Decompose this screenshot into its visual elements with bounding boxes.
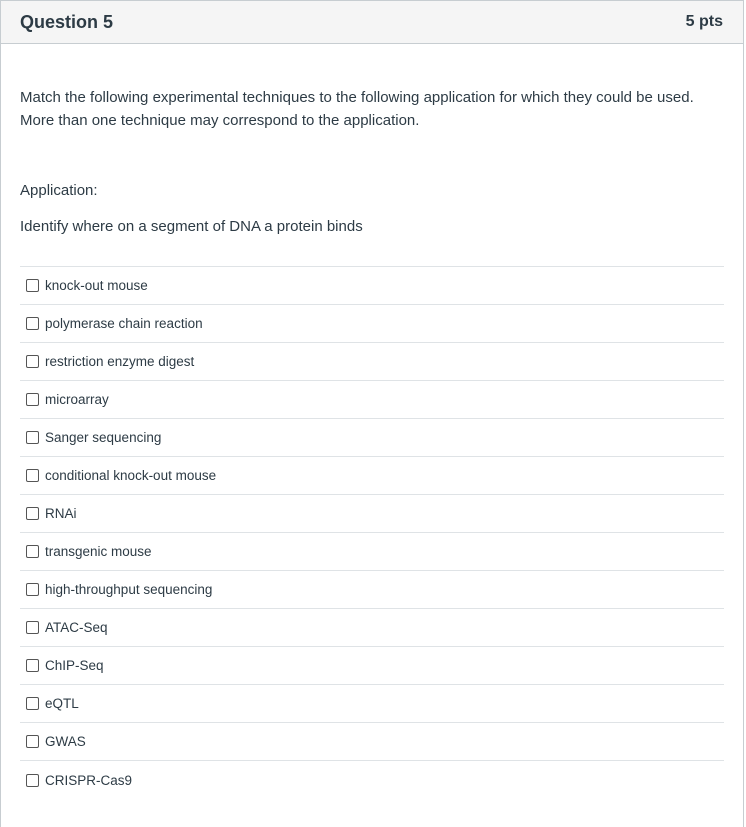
answer-label: transgenic mouse: [45, 544, 152, 559]
checkbox-icon[interactable]: [26, 507, 39, 520]
checkbox-icon[interactable]: [26, 431, 39, 444]
checkbox-icon[interactable]: [26, 774, 39, 787]
answer-option[interactable]: [20, 457, 724, 495]
answer-option[interactable]: [20, 419, 724, 457]
answer-option[interactable]: [20, 267, 724, 305]
checkbox-icon[interactable]: [26, 469, 39, 482]
checkbox-icon[interactable]: [26, 697, 39, 710]
checkbox-icon[interactable]: [26, 355, 39, 368]
answer-option[interactable]: [20, 761, 724, 799]
answer-label: CRISPR-Cas9: [45, 772, 133, 788]
answer-label: microarray: [45, 392, 109, 407]
checkbox-icon[interactable]: [26, 393, 39, 406]
answer-option[interactable]: [20, 647, 724, 685]
question-header: [1, 1, 743, 44]
question-title: Question 5: [20, 11, 114, 32]
answer-option[interactable]: [20, 343, 724, 381]
answer-option[interactable]: [20, 571, 724, 609]
checkbox-icon[interactable]: [26, 735, 39, 748]
answer-option[interactable]: [20, 609, 724, 647]
answer-label: ATAC-Seq: [45, 620, 108, 635]
answer-label: GWAS: [45, 734, 86, 749]
checkbox-icon[interactable]: [26, 545, 39, 558]
answer-label: knock-out mouse: [45, 278, 148, 293]
application-label: Application:: [20, 182, 98, 199]
answer-label: conditional knock-out mouse: [45, 468, 217, 483]
checkbox-icon[interactable]: [26, 659, 39, 672]
answer-label: RNAi: [45, 506, 77, 521]
answer-option[interactable]: [20, 495, 724, 533]
answer-list: [20, 266, 724, 799]
checkbox-icon[interactable]: [26, 317, 39, 330]
answer-option[interactable]: [20, 381, 724, 419]
answer-label: high-throughput sequencing: [45, 582, 213, 597]
answer-label: polymerase chain reaction: [45, 316, 203, 331]
answer-label: Sanger sequencing: [45, 430, 162, 445]
answer-label: restriction enzyme digest: [45, 354, 195, 369]
checkbox-icon[interactable]: [26, 279, 39, 292]
question-body: [1, 86, 743, 799]
answer-option[interactable]: [20, 685, 724, 723]
question-prompt: Match the following experimental techniques to the following application for which they could be used. More than one technique may correspond to the application.: [20, 89, 694, 129]
checkbox-icon[interactable]: [26, 583, 39, 596]
answer-option[interactable]: [20, 723, 724, 761]
answer-option[interactable]: [20, 305, 724, 343]
answer-label: eQTL: [45, 696, 79, 711]
answer-option[interactable]: [20, 533, 724, 571]
application-text: Identify where on a segment of DNA a protein binds: [20, 218, 363, 235]
checkbox-icon[interactable]: [26, 621, 39, 634]
question-points: 5 pts: [685, 13, 723, 30]
answer-label: ChIP-Seq: [45, 658, 104, 673]
